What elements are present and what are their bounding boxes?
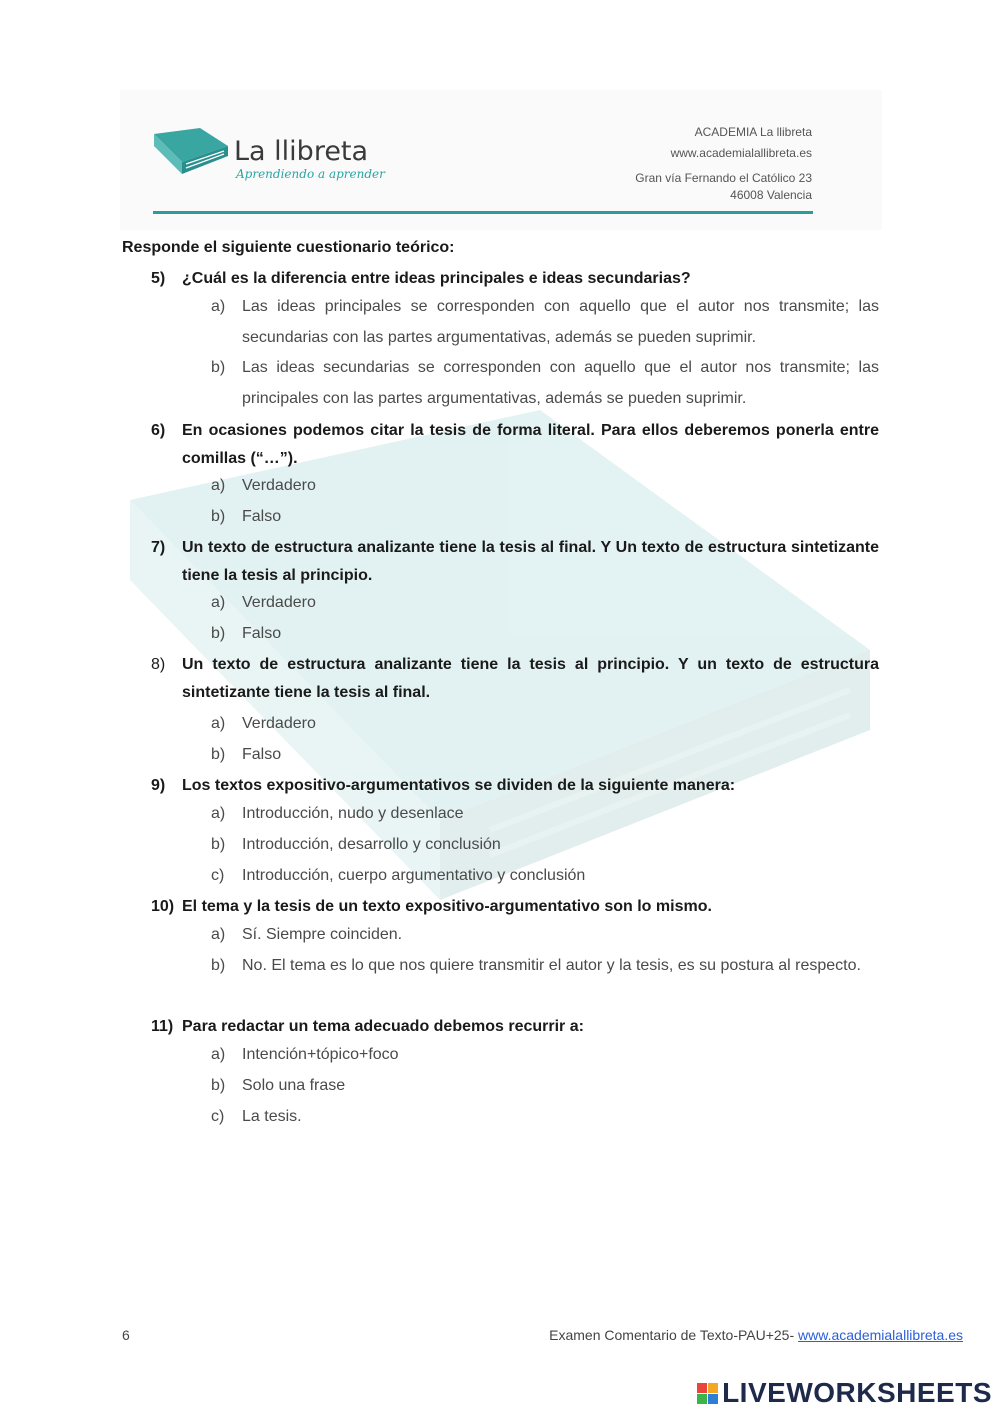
option-text: Las ideas principales se corresponden con aquello que el autor nos transmite; las secundarias con las partes argumentativas, además se pueden suprimir. <box>242 298 879 346</box>
option-8b[interactable] <box>211 739 879 770</box>
option-11a[interactable] <box>211 1039 879 1070</box>
option-11c[interactable] <box>211 1101 879 1132</box>
question-number: 8) <box>151 656 166 673</box>
option-letter: a) <box>211 298 226 315</box>
question-text: ¿Cuál es la diferencia entre ideas principales e ideas secundarias? <box>182 270 691 287</box>
option-9b[interactable] <box>211 829 879 860</box>
option-text: Verdadero <box>242 477 316 494</box>
question-6 <box>151 417 879 473</box>
option-10a[interactable] <box>211 919 879 950</box>
question-8 <box>151 651 879 707</box>
academy-name: ACADEMIA La llibreta <box>694 125 812 139</box>
option-letter: b) <box>211 508 226 525</box>
option-text: Introducción, cuerpo argumentativo y conclusión <box>242 867 586 884</box>
question-9 <box>151 772 879 800</box>
question-number: 10) <box>151 898 175 915</box>
option-text: Las ideas secundarias se corresponden con aquello que el autor nos transmite; las principales con las partes argumentativas, además se pueden suprimir. <box>242 359 879 407</box>
address-line-1: Gran vía Fernando el Católico 23 <box>635 171 812 185</box>
option-10b[interactable] <box>211 950 879 981</box>
option-letter: a) <box>211 715 226 732</box>
option-5b[interactable] <box>211 352 879 414</box>
liveworksheets-wordmark: LIVEWORKSHEETS <box>722 1377 992 1408</box>
question-text: En ocasiones podemos citar la tesis de forma literal. Para ellos deberemos ponerla entre comillas (“…”). <box>182 422 879 467</box>
page-number: 6 <box>122 1327 130 1343</box>
option-letter: a) <box>211 805 226 822</box>
option-letter: c) <box>211 867 225 884</box>
option-letter: c) <box>211 1108 225 1125</box>
question-10 <box>151 893 879 921</box>
option-text: Solo una frase <box>242 1077 346 1094</box>
address-line-2: 46008 Valencia <box>730 188 812 202</box>
option-letter: a) <box>211 926 226 943</box>
option-letter: b) <box>211 836 226 853</box>
option-text: Introducción, nudo y desenlace <box>242 805 464 822</box>
academy-website: www.academialallibreta.es <box>670 146 812 160</box>
option-letter: a) <box>211 477 226 494</box>
question-number: 7) <box>151 539 166 556</box>
option-letter: b) <box>211 625 226 642</box>
option-5a[interactable] <box>211 291 879 353</box>
question-text: Un texto de estructura analizante tiene la tesis al principio. Y un texto de estructura sintetizante tiene la tesis al final. <box>182 656 879 701</box>
question-number: 6) <box>151 422 166 439</box>
option-letter: b) <box>211 1077 226 1094</box>
academy-info <box>635 122 812 204</box>
option-8a[interactable] <box>211 708 879 739</box>
option-text: Sí. Siempre coinciden. <box>242 926 403 943</box>
question-7 <box>151 534 879 590</box>
question-text: El tema y la tesis de un texto expositivo-argumentativo son lo mismo. <box>182 898 712 915</box>
question-text: Para redactar un tema adecuado debemos recurrir a: <box>182 1018 584 1035</box>
option-text: Falso <box>242 508 282 525</box>
option-letter: b) <box>211 746 226 763</box>
intro-text: Responde el siguiente cuestionario teórico: <box>122 239 455 256</box>
option-text: Introducción, desarrollo y conclusión <box>242 836 501 853</box>
footer-link[interactable]: www.academialallibreta.es <box>798 1327 963 1343</box>
question-text: Un texto de estructura analizante tiene la tesis al final. Y Un texto de estructura sintetizante tiene la tesis al principio. <box>182 539 879 584</box>
footer-doc-title: Examen Comentario de Texto-PAU+25- <box>549 1327 799 1343</box>
brand-name: La llibreta <box>234 136 369 167</box>
question-number: 9) <box>151 777 166 794</box>
option-text: Falso <box>242 625 282 642</box>
option-9c[interactable] <box>211 860 879 891</box>
option-9a[interactable] <box>211 798 879 829</box>
option-7b[interactable] <box>211 618 879 649</box>
option-6a[interactable] <box>211 470 879 501</box>
question-text: Los textos expositivo-argumentativos se dividen de la siguiente manera: <box>182 777 736 794</box>
option-6b[interactable] <box>211 501 879 532</box>
question-11 <box>151 1013 879 1041</box>
footer-title <box>549 1327 963 1343</box>
option-letter: a) <box>211 1046 226 1063</box>
option-letter: b) <box>211 359 226 376</box>
question-5 <box>151 265 879 293</box>
option-text: Falso <box>242 746 282 763</box>
option-text: La tesis. <box>242 1108 302 1125</box>
option-letter: b) <box>211 957 226 974</box>
header-divider <box>153 211 813 214</box>
option-text: Verdadero <box>242 715 316 732</box>
liveworksheets-badge-icon <box>697 1383 718 1404</box>
option-text: Intención+tópico+foco <box>242 1046 399 1063</box>
option-11b[interactable] <box>211 1070 879 1101</box>
question-number: 11) <box>151 1018 174 1035</box>
question-number: 5) <box>151 270 166 287</box>
option-text: No. El tema es lo que nos quiere transmitir el autor y la tesis, es su postura al respecto. <box>242 957 861 974</box>
brand-tagline: Aprendiendo a aprender <box>236 167 385 181</box>
option-letter: a) <box>211 594 226 611</box>
book-logo-icon <box>152 126 232 178</box>
liveworksheets-brand[interactable] <box>697 1377 992 1409</box>
option-text: Verdadero <box>242 594 316 611</box>
option-7a[interactable] <box>211 587 879 618</box>
